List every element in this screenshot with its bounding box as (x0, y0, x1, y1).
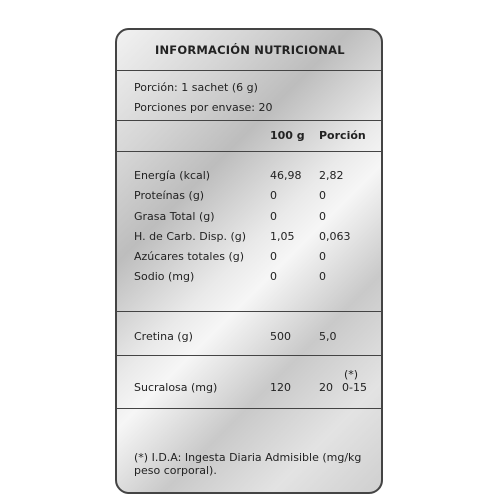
ida-marker: (*) (344, 368, 359, 381)
column-header-100g: 100 g (270, 129, 305, 142)
ida-value: 0-15 (342, 381, 367, 394)
nutrient-name: H. de Carb. Disp. (g) (134, 230, 247, 243)
column-header-portion: Porción (319, 129, 366, 142)
nutrient-name: Azúcares totales (g) (134, 250, 245, 263)
divider-title (117, 70, 381, 71)
footnote: (*) I.D.A: Ingesta Diaria Admisible (mg/kg peso corporal). (134, 451, 362, 477)
divider-serving (117, 120, 381, 121)
sucralose-name: Sucralosa (mg) (134, 381, 218, 394)
nutrient-value-portion: 0 (319, 270, 326, 283)
label-title: INFORMACIÓN NUTRICIONAL (155, 43, 345, 57)
nutrient-value-portion: 2,82 (319, 169, 344, 182)
nutrient-name: Grasa Total (g) (134, 210, 215, 223)
nutrient-value-100g: 0 (270, 270, 277, 283)
servings-per-container: Porciones por envase: 20 (134, 101, 273, 114)
divider-sucralose (117, 408, 381, 409)
nutrition-label-panel (115, 28, 383, 494)
nutrient-name: Sodio (mg) (134, 270, 195, 283)
divider-creatine (117, 355, 381, 356)
nutrient-value-portion: 0 (319, 189, 326, 202)
nutrient-value-100g: 1,05 (270, 230, 295, 243)
divider-columns (117, 151, 381, 152)
sucralose-value-portion: 20 (319, 381, 333, 394)
nutrient-value-100g: 0 (270, 250, 277, 263)
creatine-value-portion: 5,0 (319, 330, 337, 343)
nutrient-value-100g: 0 (270, 210, 277, 223)
creatine-name: Cretina (g) (134, 330, 193, 343)
serving-size: Porción: 1 sachet (6 g) (134, 81, 258, 94)
creatine-value-100g: 500 (270, 330, 291, 343)
nutrient-value-portion: 0 (319, 210, 326, 223)
nutrient-value-100g: 46,98 (270, 169, 302, 182)
nutrient-value-portion: 0 (319, 250, 326, 263)
nutrient-value-portion: 0,063 (319, 230, 351, 243)
nutrient-name: Proteínas (g) (134, 189, 205, 202)
nutrient-name: Energía (kcal) (134, 169, 211, 182)
divider-nutrients (117, 311, 381, 312)
sucralose-value-100g: 120 (270, 381, 291, 394)
nutrient-value-100g: 0 (270, 189, 277, 202)
